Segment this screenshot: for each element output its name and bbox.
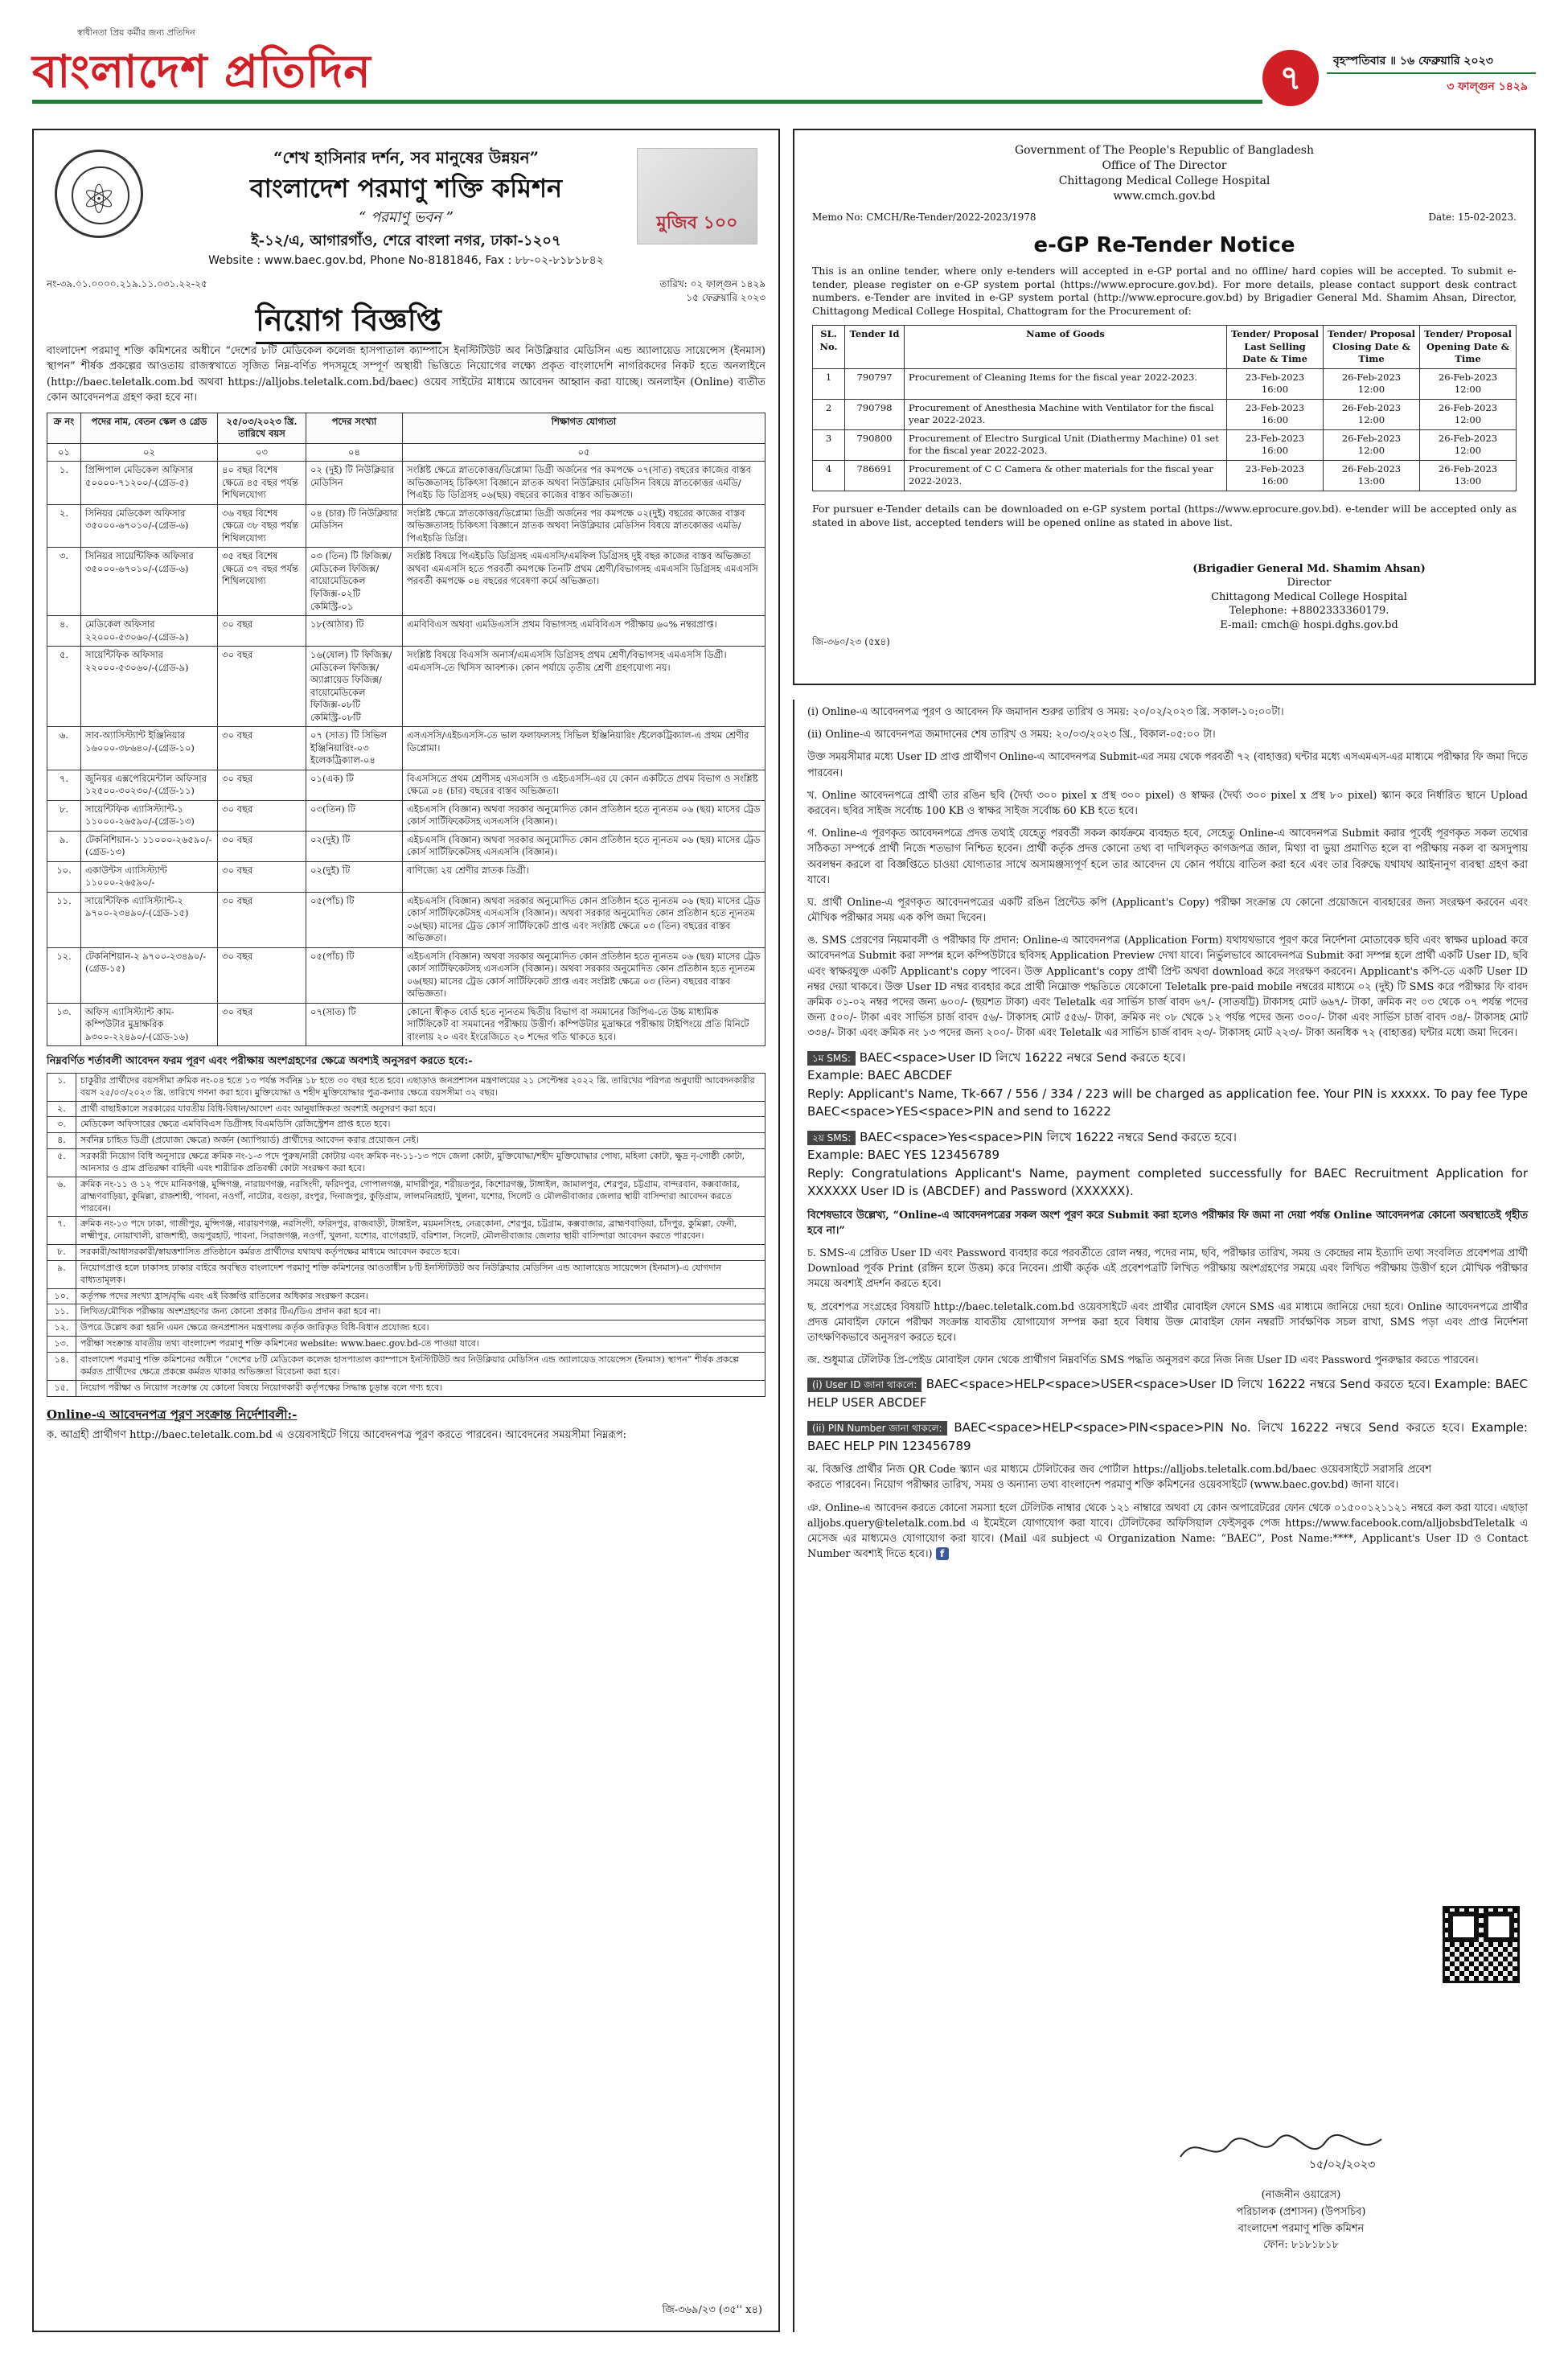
baec-signatory-phone: ফোন: ৮১৮১৮১৮: [1263, 2239, 1339, 2252]
post-age-limit: ৩০ বছর: [218, 647, 306, 727]
post-age-limit: ৩০ বছর: [218, 800, 306, 831]
post-count: ১৬(ষোল) টি ফিজিক্স/মেডিকেল ফিজিক্স/অ্যাপ্লায়েড ফিজিক্স/বায়োমেডিকেল ফিজিক্স-০৮টি কেমিস্ট্রি-০৮টি: [306, 647, 403, 727]
col-number: ০৫: [403, 443, 766, 462]
post-age-limit: ৩০ বছর: [218, 616, 306, 647]
post-qualification: এমবিবিএস অথবা এমডিএসসি প্রথম বিভাগসহ এমবিবিএস পরীক্ষায় ৬০% নম্বরপ্রাপ্ত।: [403, 616, 766, 647]
post-row: [47, 504, 766, 548]
baec-logo-icon: [55, 150, 143, 238]
condition-row: [47, 1117, 766, 1133]
tender-closing-date: 26-Feb-2023 12:00: [1324, 399, 1420, 429]
tender-opening-date: 26-Feb-2023 13:00: [1420, 460, 1517, 491]
post-row: [47, 616, 766, 647]
post-row: [47, 548, 766, 616]
post-qualification: এসএসসি/এইচএসসি-তে ভাল ফলাফলসহ সিভিল ইঞ্জিনিয়ারিং /ইলেকট্রিক্যাল-এ প্রথম শ্রেণীর ডিপ্লোমা।: [403, 727, 766, 770]
tender-table-header: [813, 326, 1517, 369]
cmch-tender-notice: [793, 129, 1536, 685]
tender-col-sl: SL. No.: [813, 326, 845, 369]
conditions-title: নিম্নবর্ণিত শর্তাবলী আবেদন ফরম পূরণ এবং পরীক্ষায় অংশগ্রহণের ক্ষেত্রে অবশ্যই অনুসরণ করতে হবে:-: [47, 1055, 473, 1068]
cmch-signature-block: [1102, 562, 1517, 633]
condition-text: সরকারী/আধাসরকারী/স্বায়ত্তশাসিত প্রতিষ্ঠানে কর্মরত প্রার্থীদের যথাযথ কর্তৃপক্ষের মাধ্যমে আবেদন করতে হবে।: [76, 1245, 766, 1261]
sms-step-1-label: ১ম SMS:: [807, 1051, 856, 1066]
page-number: ৭: [1262, 50, 1319, 106]
instruction-photo-upload: খ. Online আবেদনপত্রে প্রার্থী তার রঙিন ছবি (দৈর্ঘ্য ৩০০ pixel x প্রস্থ ৩০০ pixel) ও স্বাক্ষর (দৈর্ঘ্য ৩০০ pixel x প্রস্থ ৮০ pixel) স্ক্যান করে নির্ধারিত স্থানে Upload করবেন। ছবির সাইজ সর্বোচ্চ 100 KB ও স্বাক্ষর সাইজ সর্বোচ্চ 60 KB হতে হবে।: [807, 789, 1528, 817]
post-age-limit: ৩০ বছর: [218, 1003, 306, 1046]
post-count: ০৭(সাত) টি: [306, 1003, 403, 1046]
cmch-signatory-email[interactable]: E-mail: cmch@ hospi.dghs.gov.bd: [1220, 618, 1398, 631]
signature-icon: [1172, 2125, 1414, 2173]
condition-number: ১৪.: [47, 1352, 76, 1380]
baec-contact: Website : www.baec.gov.bd, Phone No-8181846, Fax : ৮৮-০২-৮১৮১৮৪২: [208, 253, 604, 267]
tender-id: 790798: [845, 399, 905, 429]
tender-opening-date: 26-Feb-2023 12:00: [1420, 429, 1517, 460]
tender-closing-date: 26-Feb-2023 12:00: [1324, 429, 1420, 460]
sms-step-2: [807, 1128, 1528, 1201]
post-age-limit: ৩০ বছর: [218, 947, 306, 1003]
posts-table-column-numbers: [47, 443, 766, 462]
post-serial: ৮.: [47, 800, 81, 831]
post-qualification: বাণিজ্যে ২য় শ্রেণীর স্নাতক ডিগ্রী।: [403, 861, 766, 892]
masthead-rule: [32, 100, 1262, 104]
post-serial: ৯.: [47, 831, 81, 861]
recover-user-id: [807, 1375, 1528, 1411]
tender-table-body: [813, 368, 1517, 491]
tender-closing-date: 26-Feb-2023 13:00: [1324, 460, 1420, 491]
post-name: জুনিয়র এক্সপেরিমেন্টাল অফিসার ১২৫০০-৩০২৩০/-(গ্রেড-১১): [81, 770, 218, 800]
newspaper-logo[interactable]: বাংলাদেশ প্রতিদিন: [32, 46, 371, 98]
condition-number: ৮.: [47, 1245, 76, 1261]
online-instructions-title: Online-এ আবেদনপত্র পূরণ সংক্রান্ত নির্দেশাবলী:-: [47, 1407, 298, 1422]
post-serial: ১১.: [47, 892, 81, 947]
tender-id: 790797: [845, 368, 905, 399]
post-row: [47, 947, 766, 1003]
post-count: ০৫(পাঁচ) টি: [306, 947, 403, 1003]
col-post-count: পদের সংখ্যা: [306, 413, 403, 443]
post-serial: ৭.: [47, 770, 81, 800]
tender-sl: 2: [813, 399, 845, 429]
condition-row: [47, 1245, 766, 1261]
condition-number: ৪.: [47, 1133, 76, 1149]
tender-sl: 1: [813, 368, 845, 399]
cmch-tender-body: This is an online tender, where only e-tenders will accepted in e-GP portal and no offline/ hard copies will be accepted. To submit e-tender, please register on e-GP system portal (https://www.eprocure.gov.bd). For more details, please contact support desk contract numbers. e-Tender are invited in e-GP system portal (http://www.eprocure.gov.bd) by Brigadier General Md. Shamim Ahsan, Director, Chittagong Medical College Hospital, Chattogram for the Procurement of:: [812, 264, 1517, 318]
instruction-sms-fee: ঙ. SMS প্রেরণের নিয়মাবলী ও পরীক্ষার ফি প্রদান: Online-এ আবেদনপত্র (Application Form) যথাযথভাবে পূরণ করে নির্দেশনা মোতাবেক ছবি এবং স্বাক্ষর upload করে আবেদনপত্র Submit করা সম্পন্ন হলে কম্পিউটারে ছবিসহ Application Preview দেখা যাবে। নির্ভুলভাবে আবেদনপত্র Submit করা সম্পন্ন হলে প্রার্থী একটি User ID, ছবি এবং স্বাক্ষরযুক্ত একটি Applicant's copy পাবেন। উক্ত Applicant's copy প্রার্থী প্রিন্ট অথবা download করে সংরক্ষণ করবেন। Applicant's কপি-তে একটি User ID নম্বর দেয়া থাকবে। উক্ত User ID নম্বর ব্যবহার করে প্রার্থী নিম্নোক্ত পদ্ধতিতে যেকোনো Teletalk pre-paid mobile নম্বরের মাধ্যমে ০২ (দুই) টি SMS করে পরীক্ষার ফি বাবদ ক্রমিক ০১-০২ নম্বর পদের জন্য ৬০০/- (ছয়শত টাকা) এবং Teletalk এর সার্ভিস চার্জ বাবদ ৬৭/- (সাতষট্টি) টাকাসহ মোট ৬৬৭/- টাকা, ক্রমিক নং ০৩ থেকে ০৭ পর্যন্ত পদের জন্য ৫০০/- টাকা এবং সার্ভিস চার্জ বাবদ ৫৬/- টাকাসহ মোট ৫৫৬/- টাকা, ক্রমিক নং ০৮ থেকে ১২ পর্যন্ত পদের জন্য ৩০০/- টাকা এবং সার্ভিস চার্জ বাবদ ৩৪/- টাকাসহ মোট ৩৩৪/- টাকা এবং ক্রমিক নং ১৩ পদের জন্য ২০০/- টাকা এবং Teletalk এর সার্ভিস চার্জ বাবদ ২৩/- টাকাসহ মোট ২২৩/- টাকা অনধিক ৭২ (বাহাত্তর) ঘন্টার মধ্যে জমা দিবেন।: [807, 934, 1528, 1040]
baec-address: ই-১২/এ, আগারগাঁও, শেরে বাংলা নগর, ঢাকা-১২০৭: [251, 232, 561, 250]
sms-step-1-reply: Reply: Applicant's Name, Tk-667 / 556 / 334 / 223 will be charged as application fee. Your PIN is xxxxx. To pay fee Type BAEC<space>YES<space>PIN and send to 16222: [807, 1086, 1528, 1119]
post-name: টেকনিশিয়ান-১ ১১০০০-২৬৫৯০/-(গ্রেড-১৩): [81, 831, 218, 861]
cmch-office: Office of The Director: [1102, 158, 1227, 172]
condition-row: [47, 1260, 766, 1288]
condition-number: ১.: [47, 1073, 76, 1101]
post-row: [47, 800, 766, 831]
post-serial: ৬.: [47, 727, 81, 770]
post-serial: ১২.: [47, 947, 81, 1003]
cmch-website[interactable]: www.cmch.gov.bd: [1113, 189, 1216, 203]
sms-step-1-example: Example: BAEC ABCDEF: [807, 1068, 953, 1083]
post-count: ০৩(তিন) টি: [306, 800, 403, 831]
post-row: [47, 647, 766, 727]
post-age-limit: ৩০ বছর: [218, 727, 306, 770]
fee-warning: বিশেষভাবে উল্লেখ্য, “Online-এ আবেদনপত্রের সকল অংশ পূরণ করে Submit করা হলেও পরীক্ষার ফি জমা না দেয়া পর্যন্ত Online আবেদনপত্র কোনো অবস্থাতেই গৃহীত হবে না।”: [807, 1209, 1528, 1237]
condition-number: ১১.: [47, 1304, 76, 1320]
condition-number: ৯.: [47, 1260, 76, 1288]
condition-row: [47, 1073, 766, 1101]
post-age-limit: ৩৫ বছর বিশেষ ক্ষেত্রে ৩৭ বছর পর্যন্ত শিথিলযোগ্য: [218, 548, 306, 616]
issue-date: [1327, 48, 1536, 100]
memo-date-gregorian: ১৫ ফেব্রুয়ারি ২০২৩: [686, 291, 766, 303]
online-instructions-intro: ক. আগ্রহী প্রার্থীগণ http://baec.teletalk.com.bd এ ওয়েবসাইটে গিয়ে আবেদনপত্র পূরণ করতে পারবেন। আবেদনের সময়সীমা নিম্নরূপ:: [47, 1428, 627, 1441]
condition-row: [47, 1177, 766, 1217]
condition-row: [47, 1337, 766, 1353]
tender-goods: Procurement of Cleaning Items for the fiscal year 2022-2023.: [905, 368, 1227, 399]
post-name: সায়েন্টিফিক এ্যাসিস্ট্যান্ট-২ ৯৭০০-২৩৪৯০/-(গ্রেড-১৫): [81, 892, 218, 947]
baec-signatory-name: (নাজনীন ওয়ারেস): [1261, 2189, 1341, 2201]
post-serial: ৩.: [47, 548, 81, 616]
posts-table-header: [47, 413, 766, 443]
condition-row: [47, 1352, 766, 1380]
tender-col-id: Tender Id: [845, 326, 905, 369]
instruction-fee-window: উক্ত সময়সীমার মধ্যে User ID প্রাপ্ত প্রার্থীগণ Online-এ আবেদনপত্র Submit-এর সময় থেকে পরবর্তী ৭২ (বাহাত্তর) ঘন্টার মধ্যে এসএমএস-এর মাধ্যমে পরীক্ষার ফি জমা দিতে পারবেন।: [807, 751, 1528, 779]
post-count: ০২(দুই) টি: [306, 861, 403, 892]
col-number: ০৪: [306, 443, 403, 462]
cmch-tender-footer: For pursuer e-Tender details can be downloaded on e-GP system portal (https://www.eprocure.gov.bd). e-tender will be accepted only as stated in above list, accepted tenders will be opened online as stated in above list.: [812, 502, 1517, 528]
instruction-helpline-text: ঞ. Online-এ আবেদন করতে কোনো সমস্যা হলে টেলিটক নাম্বার থেকে ১২১ নাম্বারে অথবা যে কোন অপারেটরের ফোন থেকে ০১৫০০১২১১২১ নম্বরে কল করা যাবে। এছাড়া alljobs.query@teletalk.com.bd এ ইমেইলে যোগাযোগ করা যাবে। টেলিটকের অফিসিয়াল ফেইসবুক পেজ https://www.facebook.com/alljobsbdTeletalk এ মেসেজ এর মাধ্যমেও যোগাযোগ করা যাবে। (Mail এর subject এ Organization Name: “BAEC”, Post Name:****, Applicant's User ID ও Contact Number অবশ্যই দিতে হবে।): [807, 1501, 1528, 1561]
tender-selling-date: 23-Feb-2023 16:00: [1227, 460, 1324, 491]
tender-row: [813, 399, 1517, 429]
tender-sl: 4: [813, 460, 845, 491]
post-qualification: কোনো স্বীকৃত বোর্ড হতে ন্যূনতম দ্বিতীয় বিভাগ বা সমমানের জিপিএ-তে উচ্চ মাধ্যমিক সার্টিফিকেট বা সমমানের পরীক্ষায় উত্তীর্ণ। কম্পিউটার মুদ্রাক্ষরে পরীক্ষায় টাইপিংয়ে প্রতি মিনিটে বাংলায় ২০ এবং ইংরেজিতে ২০ শব্দের গতি থাকতে হবে।: [403, 1003, 766, 1046]
post-count: ০৪ (চার) টি নিউক্লিয়ার মেডিসিন: [306, 504, 403, 548]
post-qualification: সংশ্লিষ্ট বিষয়ে পিএইচডি ডিগ্রিসহ এমএসসি/এমফিল ডিগ্রিসহ দুই বছর কাজের বাস্তব অভিজ্ঞতা অথবা এমএসসি হতে পরবর্তী কমপক্ষে তিনটি প্রথম শ্রেণী/বিভাগসহ এমএসসি ডিগ্রিসহ এমএসসি পরবর্তী কমপক্ষে ০৪ বছরের গবেষণা কর্মে অভিজ্ঞতা।: [403, 548, 766, 616]
condition-row: [47, 1380, 766, 1396]
cmch-signatory-hospital: Chittagong Medical College Hospital: [1211, 590, 1407, 603]
post-name: একাউন্টস এ্যাসিস্ট্যান্ট ১১০০০-২৬৫৯০/-: [81, 861, 218, 892]
tender-goods: Procurement of C C Camera & other materials for the fiscal year 2022-2023.: [905, 460, 1227, 491]
cmch-memo-row: [812, 211, 1517, 225]
condition-text: উপরে উল্লেখ করা হয়নি এমন ক্ষেত্রে জনপ্রশাসন মন্ত্রণালয় কর্তৃক জারিকৃত বিধি-বিধান প্রযোজ্য হবে।: [76, 1320, 766, 1337]
post-name: সিনিয়র সায়েন্টিফিক অফিসার ৩৫০০০-৬৭০১০/-(গ্রেড-৬): [81, 548, 218, 616]
sms-step-2-label: ২য় SMS:: [807, 1131, 856, 1145]
sms-step-1-text: BAEC<space>User ID লিখে 16222 নম্বরে Send করতে হবে।: [859, 1049, 1186, 1065]
condition-text: ক্রমিক নং-১১ ও ১২ পদে মানিকগঞ্জ, মুন্সিগঞ্জ, নারায়ণগঞ্জ, নরসিংদী, ফরিদপুর, গোপালগঞ্জ, মাদারীপুর, শরীয়তপুর, কিশোরগঞ্জ, টাঙ্গাইল, জামালপুর, শেরপুর, চট্টগ্রাম, বান্দরবান, কক্সবাজার, ব্রাহ্মণবাড়িয়া, কুমিল্লা, রাজশাহী, পাবনা, নওগাঁ, নাটোর, বগুড়া, রংপুর, দিনাজপুর, কুড়িগ্রাম, লালমনিরহাট, খুলনা, যশোর, সিলেট ও মৌলভীবাজার জেলার স্থায়ী বাসিন্দারা আবেদন করতে পারবেন।: [76, 1177, 766, 1217]
col-age: ২৫/০৩/২০২৩ খ্রি. তারিখে বয়স: [218, 413, 306, 443]
post-serial: ১.: [47, 462, 81, 505]
tender-goods: Procurement of Electro Surgical Unit (Diathermy Machine) 01 set for the fiscal year 2022-2023.: [905, 429, 1227, 460]
posts-table: [47, 413, 766, 1047]
memo-date-bengali: ০২ ফাল্গুন ১৪২৯: [690, 277, 766, 290]
post-age-limit: ৩০ বছর: [218, 892, 306, 947]
post-name: সাব-অ্যাসিস্ট্যান্ট ইঞ্জিনিয়ার ১৬০০০-৩৮৬৪০/-(গ্রেড-১০): [81, 727, 218, 770]
baec-ad-ref: জি-৩৬৯/২৩ (৩৫'' x৪): [662, 2304, 762, 2317]
recover-user-id-label: (i) User ID জানা থাকলে:: [807, 1378, 922, 1392]
cmch-header: [812, 143, 1517, 204]
post-row: [47, 462, 766, 505]
condition-text: ক্রমিক নং-১৩ পদে ঢাকা, গাজীপুর, মুন্সিগঞ্জ, নারায়ণগঞ্জ, নরসিংদী, ফরিদপুর, রাজবাড়ী, টাঙ্গাইল, ময়মনসিংহ, নেত্রকোনা, শেরপুর, চট্টগ্রাম, কক্সবাজার, ব্রাহ্মণবাড়িয়া, চাঁদপুর, কুমিল্লা, ফেনী, লক্ষ্মীপুর, নোয়াখালী, রাজশাহী, জয়পুরহাট, পাবনা, সিরাজগঞ্জ, নওগাঁ, খুলনা, যশোর, বাগেরহাট, বরিশাল, সিলেট, মৌলভীবাজার জেলার স্থায়ী বাসিন্দারা আবেদন করতে পারবেন।: [76, 1217, 766, 1245]
post-name: টেকনিশিয়ান-২ ৯৭০০-২৩৪৯০/-(গ্রেড-১৫): [81, 947, 218, 1003]
condition-number: ১০.: [47, 1288, 76, 1304]
instruction-start-date: (i) Online-এ আবেদনপত্র পূরণ ও আবেদন ফি জমাদান শুরুর তারিখ ও সময়: ২০/০২/২০২৩ খ্রি. সকাল-১০:০০টা।: [807, 706, 1284, 718]
post-row: [47, 1003, 766, 1046]
baec-signature-block: [1140, 2187, 1462, 2254]
condition-text: সরকারী নিয়োগ বিধি অনুসারে ক্ষেত্রে ক্রমিক নং-১-৩ পদে পুরুষ/নারী কোটায় এবং ক্রমিক নং-১১-১৩ পদে জেলা কোটা, মুক্তিযোদ্ধা/শহীদ মুক্তিযোদ্ধার পোষ্য, মহিলা কোটা, ক্ষুদ্র নৃ-গোষ্ঠী কোটা, আনসার ও গ্রাম প্রতিরক্ষা বাহিনী এবং শারীরিক প্রতিবন্ধী কোটা সংরক্ষণ করা হবে।: [76, 1149, 766, 1177]
condition-text: চাকুরীর প্রার্থীদের বয়সসীমা ক্রমিক নং-০৪ হতে ১৩ পর্যন্ত সর্বনিম্ন ১৮ হতে ৩০ বছর হতে হবে। এছাড়াও জনপ্রশাসন মন্ত্রণালয়ের ২১ সেপ্টেম্বর ২০২২ খ্রি. তারিখের পরিপত্র অনুযায়ী আবেদনকারীর বয়স ২৫/০৩/২০২৩ খ্রি. তারিখে গণনা করা হবে। মুক্তিযোদ্ধা ও শহীদ মুক্তিযোদ্ধার পুত্র-কন্যার ক্ষেত্রে বয়সসীমা ৩২ বছর।: [76, 1073, 766, 1101]
post-serial: ১০.: [47, 861, 81, 892]
cmch-hospital: Chittagong Medical College Hospital: [1058, 174, 1270, 187]
condition-text: লিখিত/মৌখিক পরীক্ষায় অংশগ্রহণের জন্য কোনো প্রকার টিএ/ডিএ প্রদান করা হবে না।: [76, 1304, 766, 1320]
tender-col-closing: Tender/ Proposal Closing Date & Time: [1324, 326, 1420, 369]
memo-date-label: তারিখ:: [659, 277, 688, 290]
col-number: ০৩: [218, 443, 306, 462]
tender-goods: Procurement of Anesthesia Machine with Ventilator for the fiscal year 2022-2023.: [905, 399, 1227, 429]
post-qualification: বিএসসিতে প্রথম শ্রেণীসহ এসএসসি ও এইচএসসি-এর যে কোন একটিতে প্রথম বিভাগ ও সংশ্লিষ্ট ক্ষেত্রে ০৪ (চার) বছরের বাস্তব অভিজ্ঞতা।: [403, 770, 766, 800]
post-age-limit: ৩০ বছর: [218, 831, 306, 861]
post-name: প্রিন্সিপাল মেডিকেল অফিসার ৫০০০০-৭১২০০/-(গ্রেড-৫): [81, 462, 218, 505]
post-age-limit: ৪০ বছর বিশেষ ক্ষেত্রে ৪৫ বছর পর্যন্ত শিথিলযোগ্য: [218, 462, 306, 505]
post-qualification: সংশ্লিষ্ট ক্ষেত্রে স্নাতকোত্তর/ডিপ্লোমা ডিগ্রী অর্জনের পর কমপক্ষে ০২(দুই) বছরের কাজের বাস্তব অভিজ্ঞতাসহ চিকিৎসা বিজ্ঞানে স্নাতক অথবা নিউক্লিয়ার মেডিসিন বিষয়ে স্নাতকোত্তর এমডি/পিএইচডি ডিগ্রি।: [403, 504, 766, 548]
post-age-limit: ৩০ বছর: [218, 861, 306, 892]
post-qualification: সংশ্লিষ্ট বিষয়ে বিএসসি অনার্স/এমএসসি ডিগ্রিসহ প্রথম শ্রেণী/বিভাগসহ এমএসসি ডিগ্রী। এমএসসি-তে থিসিস আবশ্যক। কোন পর্যায়ে তৃতীয় শ্রেণী গ্রহণযোগ্য নয়।: [403, 647, 766, 727]
condition-number: ৬.: [47, 1177, 76, 1217]
post-count: ১৮(আঠার) টি: [306, 616, 403, 647]
col-post-name: পদের নাম, বেতন স্কেল ও গ্রেড: [81, 413, 218, 443]
condition-text: নিয়োগপ্রাপ্ত হলে ঢাকাসহ ঢাকার বাইরে অবস্থিত বাংলাদেশ পরমাণু শক্তি কমিশনের আওতাধীন ৮টি ইনস্টিটিউট অব নিউক্লিয়ার মেডিসিন এন্ড অ্যালায়েড সায়েন্সেস (ইনমাস)-এ যোগদান বাধ্যতামূলক।: [76, 1260, 766, 1288]
instruction-end-date: (ii) Online-এ আবেদনপত্র জমাদানের শেষ তারিখ ও সময়: ২০/০৩/২০২৩ খ্রি., বিকাল-০৫:০০ টা।: [807, 729, 1216, 741]
mujib-100-label: মুজিব ১০০: [656, 212, 738, 233]
instruction-qr-code: ঝ. বিজ্ঞপ্তি প্রার্থীর নিজ QR Code স্ক্যান এর মাধ্যমে টেলিটকের জব পোর্টাল https://alljobs.teletalk.com.bd/baec ওয়েবসাইটে সরাসরি প্রবেশ করতে পারবেন। নিয়োগ পরীক্ষার তারিখ, সময় ও অন্যান্য তথ্য বাংলাদেশ পরমাণু শক্তি কমিশনের ওয়েবসাইটে (www.baec.gov.bd) জানা যাবে।: [807, 1464, 1431, 1492]
recover-pin-text: BAEC<space>HELP<space>PIN<space>PIN No. লিখে 16222 নম্বরে Send করতে হবে। Example: BAEC HELP PIN 123456789: [807, 1420, 1528, 1453]
cmch-signatory-name: (Brigadier General Md. Shamim Ahsan): [1192, 562, 1426, 575]
condition-number: ১২.: [47, 1320, 76, 1337]
tender-row: [813, 368, 1517, 399]
condition-row: [47, 1217, 766, 1245]
signature-date: ১৫/০২/২০২৩: [1309, 2158, 1376, 2171]
condition-row: [47, 1304, 766, 1320]
post-name: সায়েন্টিফিক অফিসার ২২০০০-৫৩০৬০/-(গ্রেড-৯): [81, 647, 218, 727]
tender-selling-date: 23-Feb-2023 16:00: [1227, 368, 1324, 399]
conditions-table-body: [47, 1073, 766, 1396]
tender-selling-date: 23-Feb-2023 16:00: [1227, 429, 1324, 460]
baec-building-name: “ পরমাণু ভবন ”: [359, 208, 454, 226]
recruitment-intro: বাংলাদেশ পরমাণু শক্তি কমিশনের অধীনে “দেশের ৮টি মেডিকেল কলেজ হাসপাতাল ক্যাম্পাসে ইনস্টিটিউট অব নিউক্লিয়ার মেডিসিন এন্ড অ্যালায়েড সায়েন্সেস (ইনমাস) স্থাপন” শীর্ষক প্রকল্পের আওতায় রাজস্বখাতে সৃজিত নিম্ন-বর্ণিত পদসমূহে সম্পূর্ণ অস্থায়ী ভিত্তিতে নিয়োগের লক্ষ্যে প্রকৃত বাংলাদেশি নাগরিকদের নিকট হতে অনলাইনে (http://baec.teletalk.com.bd অথবা https://alljobs.teletalk.com.bd/baec) ওয়েব সাইটের মাধ্যমে আবেদন আহ্বান করা যাচ্ছে। অনলাইন (Online) ব্যতীত কোন আবেদনপত্র গ্রহণ করা হবে না।: [47, 344, 766, 405]
condition-text: প্রার্থী বাছাইকালে সরকারের যাবতীয় বিধি-বিধান/আদেশ এবং আনুষাঙ্গিকতা অবশ্যই অনুসরণ করা হবে।: [76, 1101, 766, 1117]
condition-number: ২.: [47, 1101, 76, 1117]
masthead: [32, 16, 1536, 113]
col-number: ০১: [47, 443, 81, 462]
instruction-applicant-copy: ঘ. প্রার্থী Online-এ পূরণকৃত আবেদনপত্রের একটি রঙিন প্রিন্টেড কপি (Applicant's Copy) পরীক্ষা সংক্রান্ত যে কোনো প্রয়োজনে ব্যবহারের জন্য সংরক্ষণ করবেন এবং মৌখিক পরীক্ষার সময় এক কপি জমা দিবেন।: [807, 896, 1528, 925]
condition-row: [47, 1320, 766, 1337]
col-number: ০২: [81, 443, 218, 462]
post-row: [47, 770, 766, 800]
mujib-100-logo-icon: [637, 148, 757, 244]
tender-col-selling: Tender/ Proposal Last Selling Date & Time: [1227, 326, 1324, 369]
post-name: সায়েন্টিফিক এ্যাসিস্ট্যান্ট-১ ১১০০০-২৬৫৯০/-(গ্রেড-১৩): [81, 800, 218, 831]
post-name: অফিস এ্যাসিস্ট্যান্ট কাম-কম্পিউটার মুদ্রাক্ষরিক ৯৩০০-২২৪৯০/-(গ্রেড-১৬): [81, 1003, 218, 1046]
cmch-signatory-title: Director: [1287, 577, 1332, 589]
post-qualification: এইচএসসি (বিজ্ঞান) অথবা সরকার অনুমোদিত কোন প্রতিষ্ঠান হতে ন্যূনতম ০৬ (ছয়) মাসের ট্রেড কোর্স সার্টিফিকেটসহ এসএসসি (বিজ্ঞান)।: [403, 800, 766, 831]
condition-text: কর্তৃপক্ষ পদের সংখ্যা হ্রাস/বৃদ্ধি এবং এই বিজ্ঞপ্তি বাতিলের অধিকার সংরক্ষণ করেন।: [76, 1288, 766, 1304]
tender-table: [812, 325, 1517, 491]
condition-number: ১৫.: [47, 1380, 76, 1396]
recover-pin: [807, 1419, 1528, 1455]
instruction-admit-card-notice: ছ. প্রবেশপত্র সংগ্রহের বিষয়টি http://baec.teletalk.com.bd ওয়েবসাইটে এবং প্রার্থীর মোবাইল ফোনে SMS এর মাধ্যমে জানিয়ে দেয়া হবে। Online আবেদনপত্রে প্রার্থীর প্রদত্ত মোবাইল ফোনে পরীক্ষা সংক্রান্ত যাবতীয় যোগাযোগ সম্পন্ন করা হবে বিধায় উক্ত মোবাইল ফোন নম্বরটি সার্বক্ষণিক সচল রাখা, SMS পড়া এবং প্রাপ্ত নির্দেশনা তাৎক্ষণিকভাবে অনুসরণ করতে হবে।: [807, 1300, 1528, 1344]
tender-col-goods: Name of Goods: [905, 326, 1227, 369]
post-serial: ১৩.: [47, 1003, 81, 1046]
post-serial: ৪.: [47, 616, 81, 647]
cmch-ad-ref: জি-৩৬০/২৩ (৫x৪): [812, 635, 890, 647]
baec-signatory-title: পরিচালক (প্রশাসন) (উপসচিব): [1236, 2205, 1366, 2218]
post-qualification: এইচএসসি (বিজ্ঞান) অথবা সরকার অনুমোদিত কোন প্রতিষ্ঠান হতে ন্যূনতম ০৬ (ছয়) মাসের ট্রেড কোর্স সার্টিফিকেটসহ এসএসসি (বিজ্ঞান)।: [403, 831, 766, 861]
post-count: ০৫(পাঁচ) টি: [306, 892, 403, 947]
qr-code-icon[interactable]: [1443, 1906, 1520, 1983]
post-count: ০২(দুই) টি: [306, 831, 403, 861]
post-age-limit: ৩৬ বছর বিশেষ ক্ষেত্রে ৩৮ বছর পর্যন্ত শিথিলযোগ্য: [218, 504, 306, 548]
condition-text: সর্বনিম্ন চাহিত ডিগ্রী (প্রযোজ্য ক্ষেত্রে) অর্জন (অ্যাপিয়ার্ড) প্রার্থীদের আবেদন করার প্রয়োজন নেই।: [76, 1133, 766, 1149]
instruction-accuracy: গ. Online-এ পূরণকৃত আবেদনপত্রে প্রদত্ত তথ্যই যেহেতু পরবর্তী সকল কার্যক্রমে ব্যবহৃত হবে, সেহেতু Online-এ আবেদনপত্র Submit করার পূর্বেই পূরণকৃত সকল তথ্যের সঠিকতা সম্পর্কে প্রার্থী নিজে শতভাগ নিশ্চিত হবেন। প্রার্থী কর্তৃক প্রদত্ত কোনো তথ্য বা দাখিলকৃত কাগজপত্র জাল, মিথ্যা বা ভুয়া প্রমাণিত হলে বা পরীক্ষায় নকল বা অসদুপায় অবলম্বন করলে বা বিজ্ঞপ্তিতে চাওয়া যোগ্যতার সাথে অসামঞ্জস্যপূর্ণ হলে তার আবেদন যে কোন পর্যায়ে বাতিল করা হবে এবং তার বিরুদ্ধে যথাযথ আইনানুগ ব্যবস্থা গ্রহণ করা যাবে।: [807, 828, 1528, 886]
post-qualification: এইচএসসি (বিজ্ঞান) অথবা সরকার অনুমোদিত কোন প্রতিষ্ঠান হতে ন্যূনতম ০৬ (ছয়) মাসের ট্রেড কোর্স সার্টিফিকেটসহ এসএসসি (বিজ্ঞান)। অথবা সরকার অনুমোদিত কোন প্রতিষ্ঠান হতে ন্যূনতম ০৬(ছয়) মাসের ট্রেড কোর্স সার্টিফিকেট প্রাপ্ত এবং সংশ্লিষ্ট ক্ষেত্রে ০৩ (তিন) বছরের বাস্তব অভিজ্ঞতা।: [403, 947, 766, 1003]
condition-row: [47, 1101, 766, 1117]
cmch-memo-number: Memo No: CMCH/Re-Tender/2022-2023/1978: [812, 211, 1036, 223]
baec-slogan: “শেখ হাসিনার দর্শন, সব মানুষের উন্নয়ন”: [273, 148, 540, 167]
post-row: [47, 831, 766, 861]
post-count: ০৭ (সাত) টি সিভিল ইঞ্জিনিয়ারিং-০৩ ইলেকট্রিক্যাল-০৪: [306, 727, 403, 770]
instruction-recover-credentials: জ. শুধুমাত্র টেলিটক প্রি-পেইড মোবাইল ফোন থেকে প্রার্থীগণ নিম্নবর্ণিত SMS পদ্ধতি অনুসরণ করে নিজ নিজ User ID এবং Password পুনরুদ্ধার করতে পারবেন।: [807, 1354, 1479, 1367]
instruction-helpline: [807, 1501, 1528, 1563]
condition-number: ৩.: [47, 1117, 76, 1133]
post-row: [47, 861, 766, 892]
post-serial: ২.: [47, 504, 81, 548]
post-row: [47, 892, 766, 947]
post-qualification: সংশ্লিষ্ট ক্ষেত্রে স্নাতকোত্তর/ডিপ্লোমা ডিগ্রী অর্জনের পর কমপক্ষে ০৭(সাত) বছরের কাজের বাস্তব অভিজ্ঞতাসহ চিকিৎসা বিজ্ঞানে স্নাতক অথবা নিউক্লিয়ার মেডিসিন বিষয়ে স্নাতকোত্তর এমডি/পিএইচ ডি ডিগ্রিসহ ০৬(ছয়) বছরের কাজের বাস্তব অভিজ্ঞতা।: [403, 462, 766, 505]
post-count: ০১(এক) টি: [306, 770, 403, 800]
condition-text: নিয়োগ পরীক্ষা ও নিয়োগ সংক্রান্ত যে কোনো বিষয়ে নিয়োগকারী কর্তৃপক্ষের সিদ্ধান্ত চূড়ান্ত বলে গণ্য হবে।: [76, 1380, 766, 1396]
tender-id: 786691: [845, 460, 905, 491]
tender-selling-date: 23-Feb-2023 16:00: [1227, 399, 1324, 429]
issue-date-gregorian: বৃহস্পতিবার ॥ ১৬ ফেব্রুয়ারি ২০২৩: [1327, 48, 1536, 74]
cmch-signatory-phone: Telephone: +8802333360179.: [1229, 605, 1389, 618]
condition-number: ৭.: [47, 1217, 76, 1245]
baec-online-instructions: [793, 700, 1536, 2332]
conditions-table: [47, 1073, 766, 1397]
issue-date-bengali: ৩ ফাল্গুন ১৪২৯: [1447, 80, 1528, 93]
condition-text: পরীক্ষা সংক্রান্ত যাবতীয় তথ্য বাংলাদেশ পরমাণু শক্তি কমিশনের website: www.baec.gov.bd-তে পাওয়া যাবে।: [76, 1337, 766, 1353]
posts-table-body: [47, 462, 766, 1046]
tender-id: 790800: [845, 429, 905, 460]
cmch-memo-date: Date: 15-02-2023.: [1428, 211, 1517, 223]
col-serial: ক্র নং: [47, 413, 81, 443]
memo-row: [47, 277, 766, 339]
col-qualification: শিক্ষাগত যোগ্যতা: [403, 413, 766, 443]
tender-sl: 3: [813, 429, 845, 460]
sms-step-1: [807, 1049, 1528, 1121]
post-name: সিনিয়র মেডিকেল অফিসার ৩৫০০০-৬৭০১০/-(গ্রেড-৬): [81, 504, 218, 548]
condition-text: বাংলাদেশ পরমাণু শক্তি কমিশনের অধীনে “দেশের ৮টি মেডিকেল কলেজ হাসপাতাল ক্যাম্পাসে ইনস্টিটিউট অব নিউক্লিয়ার মেডিসিন এন্ড অ্যালায়েড সায়েন্সেস (ইনমাস) স্থাপন” শীর্ষক প্রকল্পে কর্মরত প্রার্থীদের ক্ষেত্রে প্রকল্পে কর্মরত থাকার অভিজ্ঞতা বিবেচনা করা হবে।: [76, 1352, 766, 1380]
condition-row: [47, 1149, 766, 1177]
instruction-admit-card: চ. SMS-এ প্রেরিত User ID এবং Password ব্যবহার করে পরবর্তীতে রোল নম্বর, পদের নাম, ছবি, পরীক্ষার তারিখ, সময় ও কেন্দ্রের নাম ইত্যাদি তথ্য সংবলিত প্রবেশপত্র প্রার্থী Download পূর্বক Print (রঙ্গিন হলে উত্তম) করে নিবেন। প্রার্থী কর্তৃক এই প্রবেশপত্রটি লিখিত পরীক্ষায় অংশগ্রহণের সময়ে এবং লিখিত পরীক্ষায় উত্তীর্ণ হলে মৌখিক পরীক্ষার সময়ে অবশ্যই প্রদর্শন করতে হবে।: [807, 1247, 1528, 1291]
tender-col-opening: Tender/ Proposal Opening Date & Time: [1420, 326, 1517, 369]
tender-row: [813, 460, 1517, 491]
sms-step-2-text: BAEC<space>Yes<space>PIN লিখে 16222 নম্বরে Send করতে হবে।: [860, 1129, 1237, 1144]
cmch-government: Government of The People's Republic of Bangladesh: [1015, 144, 1314, 157]
recover-user-id-text: BAEC<space>HELP<space>USER<space>User ID লিখে 16222 নম্বরে Send করতে হবে। Example: BAEC HELP USER ABCDEF: [807, 1377, 1528, 1410]
memo-number: নং-৩৯.০১.০০০০.২১৯.১১.০৩১.২২-২৫: [47, 277, 207, 290]
condition-text: মেডিকেল অফিসারের ক্ষেত্রে এমবিবিএস ডিগ্রীসহ বিএমডিসি রেজিস্ট্রেশন প্রাপ্ত হতে হবে।: [76, 1117, 766, 1133]
post-qualification: এইচএসসি (বিজ্ঞান) অথবা সরকার অনুমোদিত কোন প্রতিষ্ঠান হতে ন্যূনতম ০৬ (ছয়) মাসের ট্রেড কোর্স সার্টিফিকেটসহ এসএসসি (বিজ্ঞান)। অথবা সরকার অনুমোদিত কোন প্রতিষ্ঠান হতে ন্যূনতম ০৬(ছয়) মাসের ট্রেড কোর্স সার্টিফিকেট প্রাপ্ত এবং সংশ্লিষ্ট ক্ষেত্রে ০৩ (তিন) বছরের বাস্তব অভিজ্ঞতা।: [403, 892, 766, 947]
brand-kicker: স্বাধীনতা প্রিয় কর্মীর জন্য প্রতিদিন: [77, 27, 195, 38]
recover-pin-label: (ii) PIN Number জানা থাকলে:: [807, 1421, 947, 1435]
condition-row: [47, 1133, 766, 1149]
cmch-tender-title: e-GP Re-Tender Notice: [1033, 232, 1295, 257]
condition-row: [47, 1288, 766, 1304]
post-serial: ৫.: [47, 647, 81, 727]
condition-number: ১৩.: [47, 1337, 76, 1353]
sms-step-2-example: Example: BAEC YES 123456789: [807, 1148, 999, 1163]
sms-step-2-reply: Reply: Congratulations Applicant's Name, payment completed successfully for BAEC Recruitment Application for XXXXXX User ID is (ABCDEF) and Password (XXXXXX).: [807, 1165, 1528, 1199]
tender-opening-date: 26-Feb-2023 12:00: [1420, 368, 1517, 399]
tender-opening-date: 26-Feb-2023 12:00: [1420, 399, 1517, 429]
baec-signatory-org: বাংলাদেশ পরমাণু শক্তি কমিশন: [1238, 2222, 1365, 2235]
post-row: [47, 727, 766, 770]
tender-closing-date: 26-Feb-2023 12:00: [1324, 368, 1420, 399]
facebook-icon: f: [936, 1547, 949, 1560]
post-name: মেডিকেল অফিসার ২২০০০-৫৩০৬০/-(গ্রেড-৯): [81, 616, 218, 647]
post-count: ০২ (দুই) টি নিউক্লিয়ার মেডিসিন: [306, 462, 403, 505]
tender-row: [813, 429, 1517, 460]
post-age-limit: ৩০ বছর: [218, 770, 306, 800]
recruitment-title: নিয়োগ বিজ্ঞপ্তি: [256, 298, 441, 344]
memo-date: [659, 277, 766, 305]
post-count: ০৩ (তিন) টি ফিজিক্স/মেডিকেল ফিজিক্স/বায়োমেডিকেল ফিজিক্স-০২টি কেমিস্ট্রি-০১: [306, 548, 403, 616]
baec-organization-name: বাংলাদেশ পরমাণু শক্তি কমিশন: [249, 173, 563, 204]
condition-number: ৫.: [47, 1149, 76, 1177]
baec-recruitment-ad: [32, 129, 780, 2332]
